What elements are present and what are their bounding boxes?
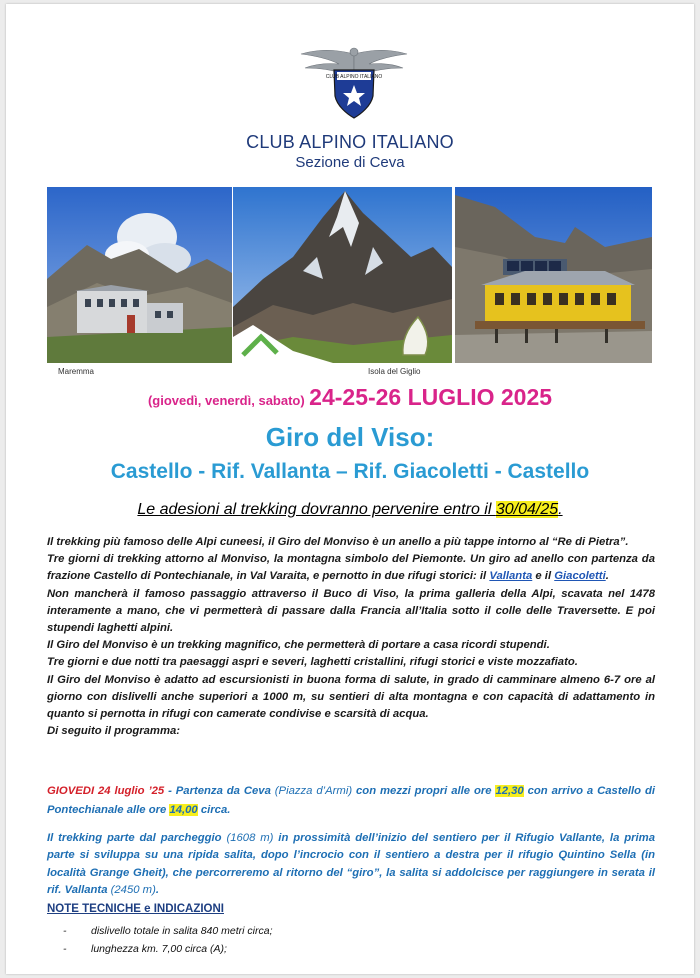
trek-day1-description: Il trekking parte dal parcheggio (1608 m) in prossimità dell’inizio del sentiero per il Rifugio Vallante, la prima parte si sviluppa su una ripida salita, dopo l’incrocio con il sentiero a destra per il rifugio Quintino Sella (in località Grange Gheit), che percorreremo al ritorno del “giro”, la salita si addolcisce per raggiungere in serata il rif. Vallanta (2450 m). (47, 832, 655, 897)
description-paragraph: Non mancherà il famoso passaggio attraverso il Buco di Viso, la prima galleria della Alpi, scavata nel 1478 interamente a mano, che vi permetterà di passare dalla Francia all’Italia sotto il colle delle Traversette. E poi stupendi laghetti alpini. (47, 587, 655, 635)
cai-logo (299, 44, 409, 120)
event-route: Castello - Rif. Vallanta – Rif. Giacoletti - Castello (110, 460, 590, 483)
event-dateline (6, 384, 694, 411)
giacoletti-link[interactable]: Giacoletti (554, 570, 606, 583)
trek-description (47, 534, 655, 740)
org-title: CLUB ALPINO ITALIANO (246, 132, 454, 152)
deadline-end: . (558, 501, 563, 518)
description-paragraph: Il trekking più famoso delle Alpi cuneesi, il Giro del Monviso è un anello a più tappe intorno al “Re di Pietra”. (47, 536, 629, 548)
description-paragraph: Il Giro del Monviso è adatto ad escursionisti in buona forma di salute, in grado di camminare almeno 6-7 ore al giorno con dislivelli anche superiori a 1000 m, su sentieri di alta montagna e con capacità di adattamento in quanto si pernotta in rifugi con camerate condivise e scarsità di acqua. (47, 673, 655, 721)
list-item: - dislivello totale in salita 840 metri circa; (63, 922, 273, 940)
description-paragraph: Tre giorni e due notti tra paesaggi aspri e severi, laghetti cristallini, rifugi storici e viste mozzafiato. (47, 656, 578, 669)
flyer-page (6, 4, 694, 974)
caption-middle: Isola del Giglio (368, 367, 421, 376)
svg-text:CLUB ALPINO ITALIANO: CLUB ALPINO ITALIANO (325, 74, 383, 80)
description-paragraph: Il Giro del Monviso è un trekking magnifico, che permetterà di portare a casa ricordi stupendi. (47, 639, 550, 652)
registration-deadline (6, 501, 694, 519)
vallanta-altitude: (2450 m) (110, 884, 156, 897)
program-day-label: GIOVEDI 24 luglio ’25 (47, 785, 165, 797)
vallanta-link[interactable]: Vallanta (489, 570, 533, 583)
event-days: (giovedì, venerdì, sabato) (147, 393, 305, 408)
technical-notes-title: NOTE TECNICHE e INDICAZIONI (47, 903, 224, 915)
technical-notes-list (63, 922, 273, 958)
start-altitude: (1608 m) (226, 832, 274, 844)
departure-time: 12,30 (495, 785, 524, 797)
deadline-date: 30/04/25 (495, 501, 559, 518)
deadline-text: Le adesioni al trekking dovranno pervenire entro il (137, 501, 496, 518)
event-title: Giro del Viso: (265, 422, 435, 452)
program-day1: GIOVEDI 24 luglio ’25 - Partenza da Ceva (Piazza d’Armi) con mezzi propri alle ore 12,30 con arrivo a Castello di Pontechianale alle ore 14,00 circa. (47, 785, 655, 816)
rifugio-vallanta-photo (47, 187, 232, 363)
list-item: - lunghezza km. 7,00 circa (A); (63, 940, 273, 958)
meeting-place: (Piazza d’Armi) (274, 785, 353, 797)
event-dates: 24-25-26 LUGLIO 2025 (309, 384, 553, 410)
caption-left: Maremma (58, 367, 95, 376)
monviso-photo (233, 187, 452, 363)
program-intro: Di seguito il programma: (47, 725, 181, 738)
org-subtitle: Sezione di Ceva (295, 154, 405, 171)
arrival-time: 14,00 (169, 804, 198, 816)
rifugio-giacoletti-photo (455, 187, 652, 363)
description-paragraph: Tre giorni di trekking attorno al Monviso, la montagna simbolo del Piemonte. Un giro ad anello con partenza da frazione Castello di Pontechianale, in Val Varaita, e pernotto in due rifugi storici: il Vallanta e il Giacoletti. (47, 553, 655, 583)
